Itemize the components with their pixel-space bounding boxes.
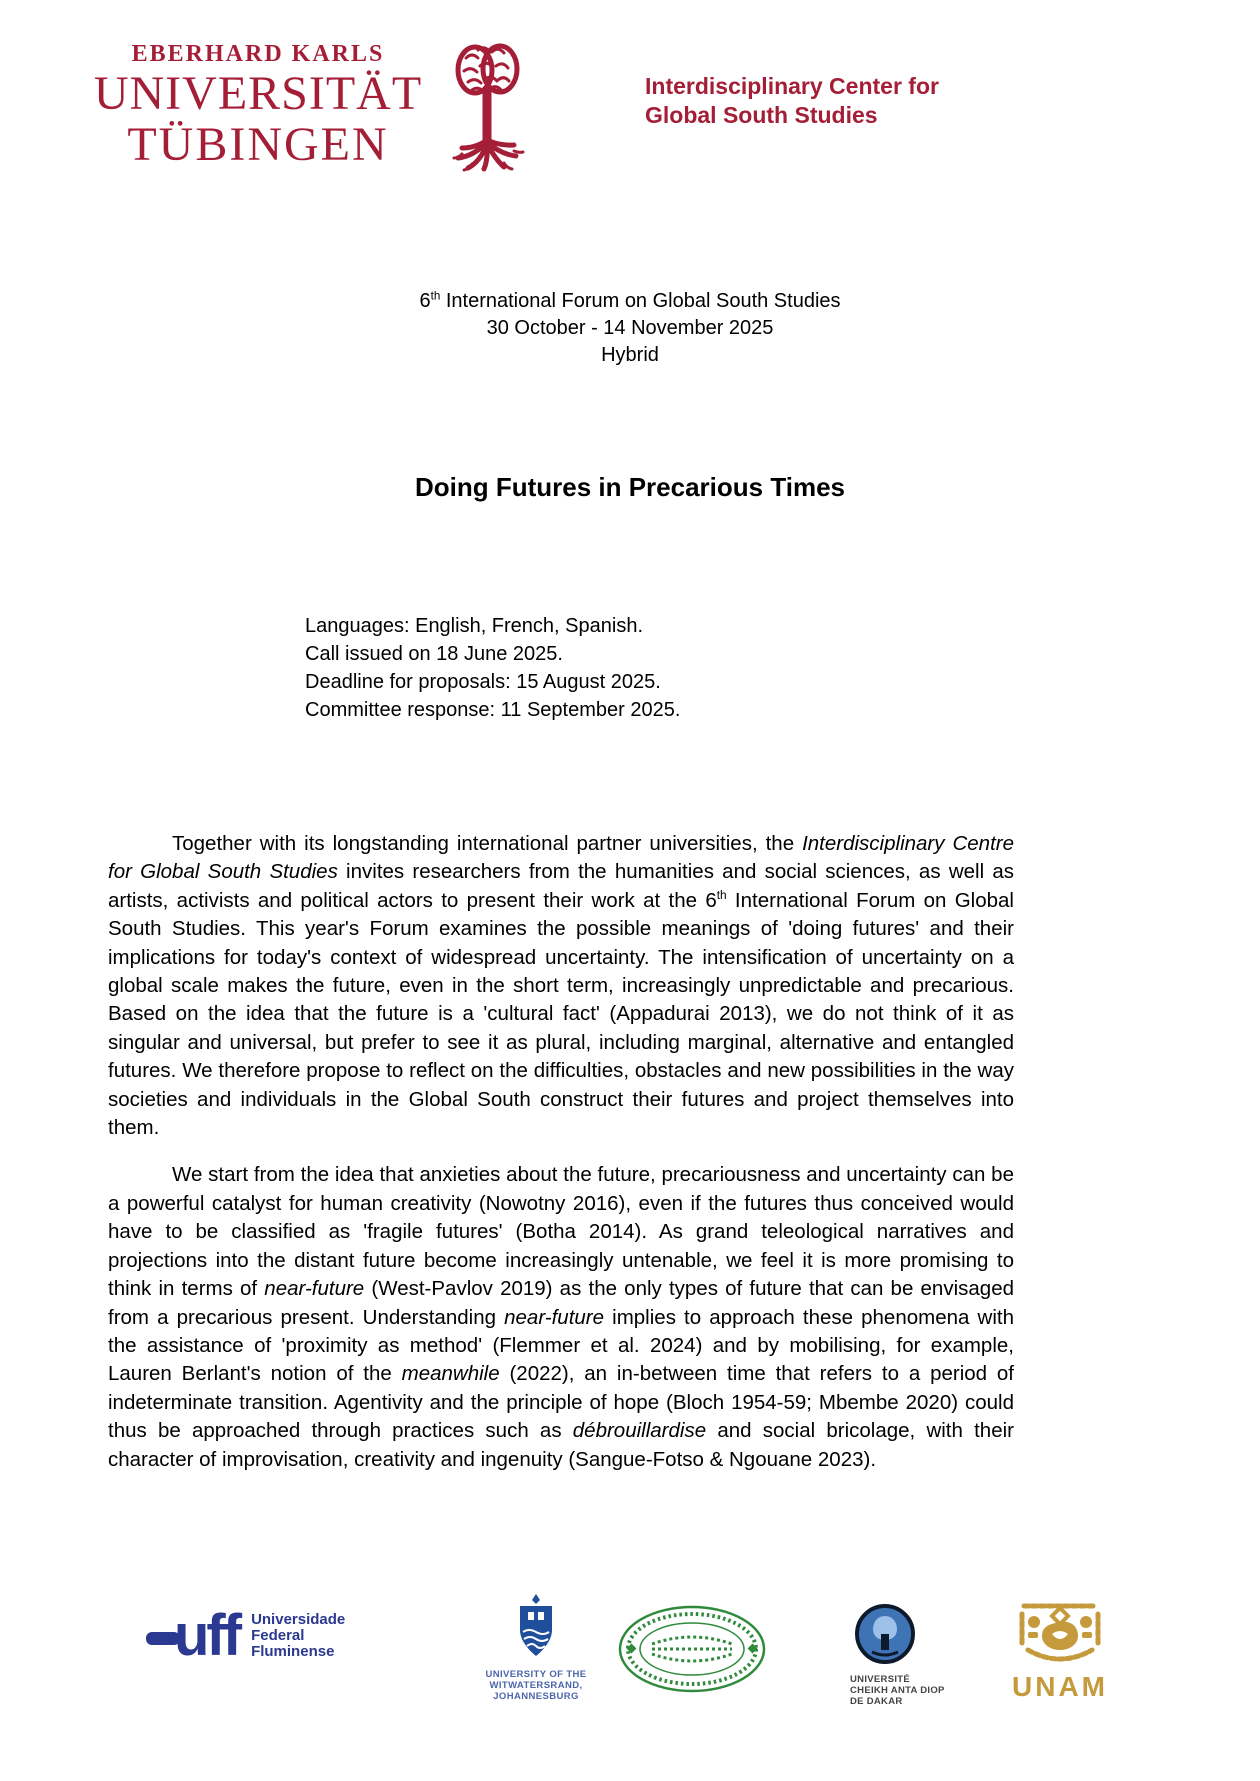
uff-label-line2: Federal <box>251 1627 305 1644</box>
ucad-caption <box>850 1674 970 1707</box>
partner-logo-green-seal <box>616 1604 768 1699</box>
university-wordmark-line2: UNIVERSITÄT <box>93 67 423 120</box>
uff-wordmark: uff <box>174 1602 240 1668</box>
ucad-caption-line2: CHEIKH ANTA DIOP <box>850 1685 945 1696</box>
ucad-emblem-icon <box>850 1604 920 1666</box>
event-dates: 30 October - 14 November 2025 <box>486 317 774 339</box>
body-text <box>108 830 1014 1493</box>
partner-logo-uff <box>146 1602 346 1668</box>
partner-logo-unam <box>1000 1600 1120 1703</box>
wits-caption <box>468 1669 604 1702</box>
paragraph-2: We start from the idea that anxieties about the future, precariousness and uncertainty can be a powerful catalyst for human creativity (Nowotny 2016), even if the futures thus conceived would have to be classified as 'fragile futures' (Botha 2014). As grand teleological narratives and projections into the distant future become increasingly untenable, we feel it is more promising to think in terms of near-future (West-Pavlov 2019) as the only types of future that can be envisaged from a precarious present. Understanding near-future implies to approach these phenomena with the assistance of 'proximity as method' (Flemmer et al. 2024) and by mobilising, for example, Lauren Berlant's notion of the meanwhile (2022), an in-between time that refers to a period of indeterminate transition. Agentivity and the principle of hope (Bloch 1954-59; Mbembe 2020) could thus be approached through practices such as débrouillardise and social bricolage, with their character of improvisation, creativity and ingenuity (Sangue-Fotso & Ngouane 2023). <box>108 1163 1014 1471</box>
uff-logo-icon <box>146 1602 240 1668</box>
detail-deadline: Deadline for proposals: 15 August 2025. <box>305 671 661 693</box>
partner-logo-ucad <box>850 1604 970 1707</box>
event-title: 6th International Forum on Global South Studies <box>419 289 841 312</box>
document-title: Doing Futures in Precarious Times <box>414 472 846 502</box>
detail-languages: Languages: English, French, Spanish. <box>305 615 643 637</box>
event-heading <box>0 288 1260 369</box>
detail-committee-response: Committee response: 11 September 2025. <box>305 699 681 721</box>
university-wordmark-line1: EBERHARD KARLS <box>131 41 385 67</box>
uff-label-line1: Universidade <box>251 1611 346 1628</box>
ucad-caption-line3: DE DAKAR <box>850 1696 903 1707</box>
wits-caption-line2: WITWATERSRAND, <box>489 1680 583 1691</box>
call-details <box>305 612 680 724</box>
university-wordmark <box>88 42 428 169</box>
center-name <box>645 72 939 130</box>
paragraph-1: Together with its longstanding international partner universities, the Interdisciplinary Centre for Global South Studies invites researchers from the humanities and social sciences, as well as artists, activists and political actors to present their work at the 6th International Forum on Global South Studies. This year's Forum examines the possible meanings of 'doing futures' and their implications for today's context of widespread uncertainty. The intensification of uncertainty on a global scale makes the future, even in the short term, increasingly unpredictable and precarious. Based on the idea that the future is a 'cultural fact' (Appadurai 2013), we do not think of it as singular and universal, but prefer to see it as plural, including marginal, alternative and entangled futures. We therefore propose to reflect on the difficulties, obstacles and new possibilities in the way societies and individuals in the Global South construct their futures and project themselves into them. <box>108 832 1015 1140</box>
uff-label-line3: Fluminense <box>251 1643 335 1660</box>
unam-crest-icon <box>1014 1600 1106 1664</box>
partner-logo-wits <box>468 1594 604 1702</box>
green-seal-icon <box>616 1604 768 1694</box>
tuebingen-tree-icon <box>448 36 528 179</box>
wits-caption-line1: UNIVERSITY OF THE <box>485 1669 587 1680</box>
center-name-line1: Interdisciplinary Center for <box>645 73 939 99</box>
event-mode: Hybrid <box>601 344 659 366</box>
center-name-line2: Global South Studies <box>645 102 878 128</box>
uff-label <box>251 1612 345 1660</box>
unam-wordmark: UNAM <box>1012 1671 1108 1702</box>
detail-call-issued: Call issued on 18 June 2025. <box>305 643 563 665</box>
wits-shield-icon <box>516 1594 556 1660</box>
university-wordmark-line3: TÜBINGEN <box>127 118 389 171</box>
ucad-caption-line1: UNIVERSITÉ <box>850 1674 911 1685</box>
wits-caption-line3: JOHANNESBURG <box>493 1691 579 1702</box>
